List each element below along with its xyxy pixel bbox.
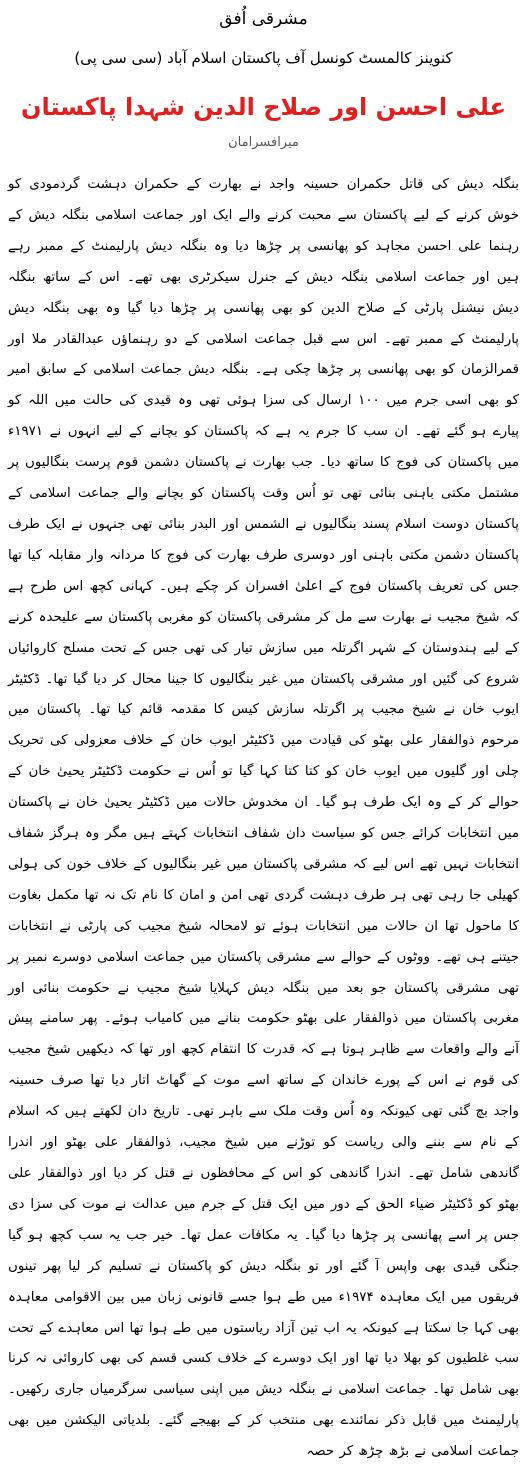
body-paragraph: بنگلہ دیش کی قاتل حکمران حسینہ واجد نے بھارت کے حکمران دہشت گردمودی کو خوش کرنے کے لیے پاکستان سے محبت کرنے والے ایک اور جماعت اسلامی بنگلہ دیش کے رہنما علی احسن مجاہد کو پھانسی پر چڑھا دیا وہ بنگلہ دیش پارلیمنٹ کے ممبر رہے ہیں اور جماعت اسلامی بنگلہ دیش کے جنرل سیکرٹری بھی تھے۔ اس کے ساتھ بنگلہ دیش نیشنل پارٹی کے صلاح الدین کو بھی پھانسی پر چڑھا دیا گیا وہ بھی بنگلہ دیش پارلیمنٹ کے ممبر تھے۔ اس سے قبل جماعت اسلامی کے دو رہنماؤں عبدالقادر ملا اور قمرالزمان کو بھی پھانسی پر چڑھا چکی ہے۔ بنگلہ دیش جماعت اسلامی کے سابق امیر کو بھی اسی جرم میں ۱۰۰ ارسال کی سزا ہوئی تھی وہ قیدی کی حالت میں اللہ کو پیارے ہو گئے تھے۔ ان سب کا جرم یہ ہے کہ پاکستان کو بچانے کے لیے انہوں نے ۱۹۷۱ء میں پاکستان کی فوج کا ساتھ دیا۔ جب بھارت نے پاکستان دشمن قوم پرست بنگالیوں پر مشتمل مکتی باہنی بنائی تھی تو اُس وقت پاکستان کو بچانے والے جماعت اسلامی کے پاکستان دوست اسلام پسند بنگالیوں نے الشمس اور البدر بنائی تھی جنہوں نے ایک طرف پاکستان دشمن مکتی باہنی اور دوسری طرف بھارت کی فوج کا مردانہ وار مقابلہ کیا تھا جس کی تعریف پاکستان فوج کے اعلیٰ افسران کر چکے ہیں۔ کہانی کچھ اس طرح ہے کہ شیخ مجیب نے بھارت سے مل کر مشرقی پاکستان کو مغربی پاکستان سے علیحدہ کرنے کے لیے ہندوستان کے شہر اگرتلہ میں سازش تیار کی تھی جس کے تحت مسلح کاروائیاں شروع کی گئیں اور مشرقی پاکستان میں غیر بنگالیوں کا جینا محال کر دیا گیا تھا۔ ڈکٹیٹر ایوب خان نے شیخ مجیب پر اگرتلہ سازش کیس کا مقدمہ قائم کیا تھا۔ پاکستان میں مرحوم ذوالفقار علی بھٹو کی قیادت میں ڈکٹیٹر ایوب خان کے خلاف معزولی کی تحریک چلی اور گلیوں میں ایوب خان کو کتا کتا کہا گیا تو اُس نے حکومت ڈکٹیٹر یحییٰ خان کے حوالے کر کے وہ ایک طرف ہو گیا۔ ان مخدوش حالات میں ڈکٹیٹر یحییٰ خان نے پاکستان میں انتخابات کرائے جس کو سیاست دان شفاف انتخابات کہتے ہیں مگر وہ ہرگز شفاف انتخابات نہیں تھے اس لیے کہ مشرقی پاکستان میں غیر بنگالیوں کے خلاف خون کی ہولی کھیلی جا رہی تھی ہر طرف دہشت گردی تھی امن و امان کا نام تک نہ تھا مکمل بغاوت کا ماحول تھا ان حالات میں انتخابات ہوئے تو لامحالہ شیخ مجیب کی پارٹی نے انتخابات جیتنے ہی تھے۔ ووٹوں کے حوالے سے مشرقی پاکستان میں جماعت اسلامی دوسرے نمبر پر تھی مشرقی پاکستان جو بعد میں بنگلہ دیش کہلایا شیخ مجیب نے حکومت بنائی اور مغربی پاکستان میں ذوالفقار علی بھٹو حکومت بنانے میں کامیاب ہوئے۔ پھر سامنے پیش آنے والے واقعات سے ظاہر ہوتا ہے کہ قدرت کا انتقام کچھ اور تھا کہ دیکھیں شیخ مجیب کی قوم نے اس کے پورے خاندان کے ساتھ اسے موت کے گھاٹ اتار دیا تھا صرف حسینہ واجد بچ گئی تھی کیونکہ وہ اُس وقت ملک سے باہر تھی۔ تاریخ دان لکھتے ہیں کہ اسلام کے نام سے بننے والی ریاست کو توڑنے میں شیخ مجیب، ذوالفقار علی بھٹو اور اندرا گاندھی شامل تھے۔ اندرا گاندھی کو اس کے محافظوں نے قتل کر دیا اور ذوالفقار علی بھٹو کو ڈکٹیٹر ضیاء الحق کے دور میں ایک قتل کے جرم میں عدالت نے موت کی سزا دی جس پر اسے پھانسی پر چڑھا دیا گیا۔ یہ مکافات عمل تھا۔ خیر جب یہ سب کچھ ہو گیا جنگی قیدی بھی واپس آ گئے اور تو بنگلہ دیش کو پاکستان نے تسلیم کر لیا پھر تینوں فریقوں میں ایک معاہدہ ۱۹۷۴ء میں طے ہوا جسے قانونی زبان میں بین الاقوامی معاہدہ بھی کہا جا سکتا ہے کیونکہ یہ اب تین آزاد ریاستوں میں طے ہوا تھا اس معاہدے کے تحت سب غلطیوں کو بھلا دیا تھا اور ایک دوسرے کے خلاف کسی قسم کی بھی کاروائی نہ کرنا بھی شامل تھا۔ جماعت اسلامی نے بنگلہ دیش میں اپنی سیاسی سرگرمیاں جاری رکھیں۔ پارلیمنٹ میں قابل ذکر نمائندے بھی منتخب کر کے بھیجے گئے۔ بلدیاتی الیکشن میں بھی جماعت اسلامی نے بڑھ چڑھ کر حصہ bbox=[8, 177, 519, 1460]
author-byline: میرافسرامان bbox=[228, 135, 299, 150]
author-credit: کنوینز کالمسٹ کونسل آف پاکستان اسلام آباد (سی سی پی) bbox=[74, 49, 453, 67]
article-body bbox=[8, 170, 519, 1468]
column-name: مشرقی اُفق bbox=[219, 9, 308, 29]
article-headline: علی احسن اور صلاح الدین شہدا پاکستان bbox=[21, 93, 506, 121]
